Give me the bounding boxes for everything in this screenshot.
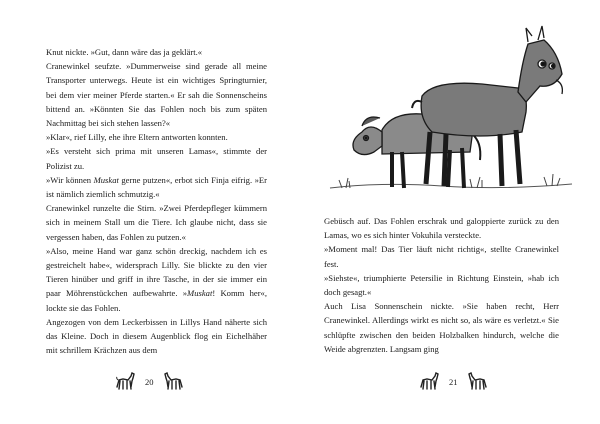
paragraph: »Wir können Muskat gerne putzen«, erbot sich Finja eifrig. »Er ist nämlich ziemlich schmutzig.« (46, 174, 267, 200)
paragraph: »Siehste«, triumphierte Petersilie in Richtung Einstein, »hab ich doch gesagt.« (324, 272, 559, 298)
left-page-folio (113, 370, 186, 394)
page-number: 20 (145, 377, 154, 387)
paragraph: Cranewinkel seufzte. »Dummerweise sind gerade all meine Transporter unterwegs. Heute ist ein wichtiges Springturnier, bei dem vier meiner Pferde starten.« Er sah die Sonnenscheins bittend an. »Könnten Sie das Fohlen noch bis zum späten Nachmittag bei sich stehen lassen?« (46, 61, 267, 129)
paragraph: »Also, meine Hand war ganz schön dreckig, nachdem ich es gestreichelt habe«, widersprach Lilly. Sie blickte zu den vier Tieren hinüber und griff in ihre Tasche, in der sie immer ein paar Möhrenstückchen aufbewahrte. »Muskat! Komm her«, lockte sie das Fohlen. (46, 245, 267, 313)
llama-figure-icon (113, 371, 139, 393)
paragraph: »Moment mal! Das Tier läuft nicht richtig«, stellte Cranewinkel fest. (324, 244, 559, 269)
llama-figure-icon (464, 371, 490, 393)
paragraph: »Es versteht sich prima mit unseren Lamas«, stimmte der Polizist zu. (46, 146, 267, 171)
llama-figure-icon (160, 371, 186, 393)
paragraph: »Klar«, rief Lilly, ehe ihre Eltern antworten konnten. (46, 132, 228, 143)
paragraph: Gebüsch auf. Das Fohlen erschrak und galoppierte zurück zu den Lamas, wo es sich hinter Vokuhila versteckte. (324, 216, 559, 241)
llama-and-foal-illustration (322, 22, 584, 200)
paragraph: Cranewinkel runzelte die Stirn. »Zwei Pferdepfleger kümmern sich in meinem Stall um die Tiere. Ich glaube nicht, dass sie vergessen haben, das Fohlen zu putzen.« (46, 203, 267, 242)
right-page-folio (417, 370, 490, 394)
right-page (300, 0, 600, 424)
paragraph: Angezogen von dem Leckerbissen in Lillys Hand näherte sich das Kleine. Doch in diesem Augenblick flog ein Eichelhäher mit schrillem Krächzen aus dem (46, 316, 267, 356)
paragraph: Knut nickte. »Gut, dann wäre das ja geklärt.« (46, 47, 203, 57)
llama-figure (412, 26, 562, 186)
llama-figure-icon (417, 371, 443, 393)
page-number: 21 (449, 377, 458, 387)
right-page-text (324, 214, 559, 356)
left-page-text (46, 45, 267, 357)
paragraph: Auch Lisa Sonnenschein nickte. »Sie haben recht, Herr Cranewinkel. Allerdings wirkt es nicht so, als wäre es verletzt.« Sie schlüpfte zwischen den beiden Holzbalken hindurch, welche die Weide abgrenzten. Langsam ging (324, 301, 559, 354)
